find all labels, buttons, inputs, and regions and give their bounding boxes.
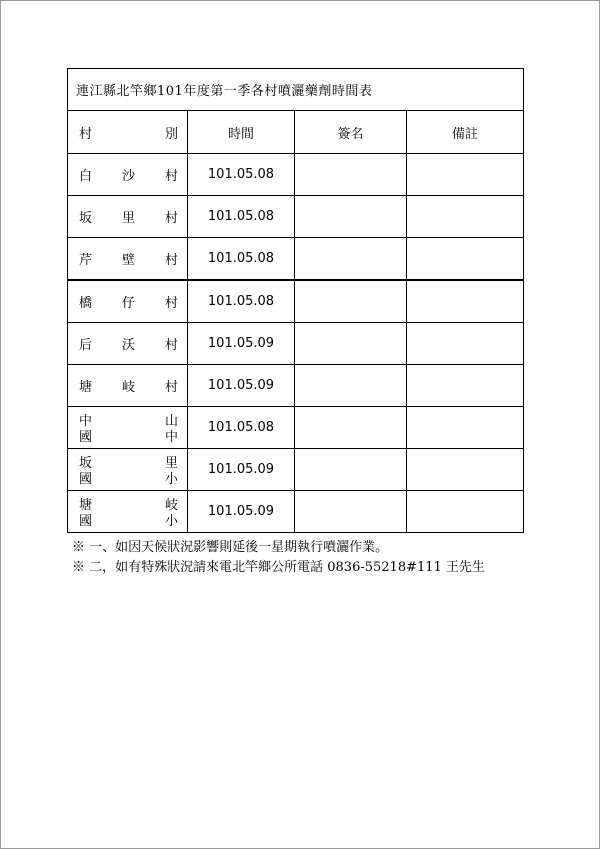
time-cell: 101.05.08	[188, 154, 295, 196]
village-char: 沃	[121, 338, 135, 353]
village-char: 村	[164, 211, 178, 226]
village-cell	[68, 154, 188, 196]
village-cell	[68, 365, 188, 407]
village-char: 村	[164, 169, 178, 184]
signature-cell	[295, 280, 407, 323]
table-row	[68, 365, 524, 407]
school-char: 國	[79, 430, 93, 445]
school-char: 中	[164, 430, 178, 445]
remarks-cell	[407, 280, 524, 323]
time-cell: 101.05.09	[188, 449, 295, 491]
school-char: 國	[79, 472, 93, 487]
time-cell: 101.05.08	[188, 407, 295, 449]
signature-cell	[295, 238, 407, 281]
village-char: 坂	[79, 211, 93, 226]
school-cell	[68, 449, 188, 491]
school-char: 國	[79, 514, 93, 529]
time-cell: 101.05.09	[188, 365, 295, 407]
remarks-cell	[407, 154, 524, 196]
school-char: 里	[164, 456, 178, 471]
table-row	[68, 238, 524, 281]
header-signature: 簽名	[295, 111, 407, 154]
school-char: 坂	[79, 456, 93, 471]
school-char: 小	[164, 514, 178, 529]
time-cell: 101.05.08	[188, 280, 295, 323]
time-cell: 101.05.08	[188, 238, 295, 281]
time-cell: 101.05.08	[188, 196, 295, 238]
header-village-char-1: 村	[79, 126, 93, 142]
header-village	[68, 111, 188, 154]
note-contact: ※ 二，如有特殊狀況請來電北竿鄉公所電話 0836-55218#111 王先生	[72, 560, 485, 575]
table-row	[68, 323, 524, 365]
signature-cell	[295, 449, 407, 491]
table-row	[68, 280, 524, 323]
table-row	[68, 449, 524, 491]
remarks-cell	[407, 407, 524, 449]
village-char: 沙	[121, 169, 135, 184]
table-row	[68, 491, 524, 533]
remarks-cell	[407, 238, 524, 281]
time-cell: 101.05.09	[188, 323, 295, 365]
remarks-cell	[407, 449, 524, 491]
village-cell	[68, 323, 188, 365]
remarks-cell	[407, 196, 524, 238]
village-char: 岐	[121, 380, 135, 395]
village-char: 塘	[79, 380, 93, 395]
village-char: 白	[79, 169, 93, 184]
table-title: 連江縣北竿鄉101年度第一季各村噴灑藥劑時間表	[68, 69, 524, 111]
notes	[72, 538, 485, 578]
school-char: 塘	[79, 498, 93, 513]
signature-cell	[295, 407, 407, 449]
table-row	[68, 154, 524, 196]
schedule-table	[67, 68, 524, 533]
table-row	[68, 407, 524, 449]
village-char: 村	[164, 380, 178, 395]
village-cell	[68, 280, 188, 323]
village-cell	[68, 238, 188, 281]
note-postpone: ※ 一、如因天候狀況影響則延後一星期執行噴灑作業。	[72, 540, 389, 555]
village-char: 村	[164, 296, 178, 311]
signature-cell	[295, 365, 407, 407]
signature-cell	[295, 323, 407, 365]
village-char: 壁	[121, 253, 135, 268]
village-char: 芹	[79, 253, 93, 268]
school-cell	[68, 407, 188, 449]
remarks-cell	[407, 365, 524, 407]
table-row	[68, 196, 524, 238]
remarks-cell	[407, 491, 524, 533]
village-char: 橋	[79, 296, 93, 311]
signature-cell	[295, 491, 407, 533]
village-cell	[68, 196, 188, 238]
school-char: 中	[79, 414, 93, 429]
village-char: 后	[79, 338, 93, 353]
school-cell	[68, 491, 188, 533]
village-char: 村	[164, 253, 178, 268]
signature-cell	[295, 154, 407, 196]
header-remarks: 備註	[407, 111, 524, 154]
village-char: 仔	[121, 296, 135, 311]
village-char: 村	[164, 338, 178, 353]
signature-cell	[295, 196, 407, 238]
school-char: 岐	[164, 498, 178, 513]
school-char: 山	[164, 414, 178, 429]
time-cell: 101.05.09	[188, 491, 295, 533]
header-village-char-2: 別	[164, 126, 178, 142]
remarks-cell	[407, 323, 524, 365]
header-time: 時間	[188, 111, 295, 154]
village-char: 里	[121, 211, 135, 226]
school-char: 小	[164, 472, 178, 487]
